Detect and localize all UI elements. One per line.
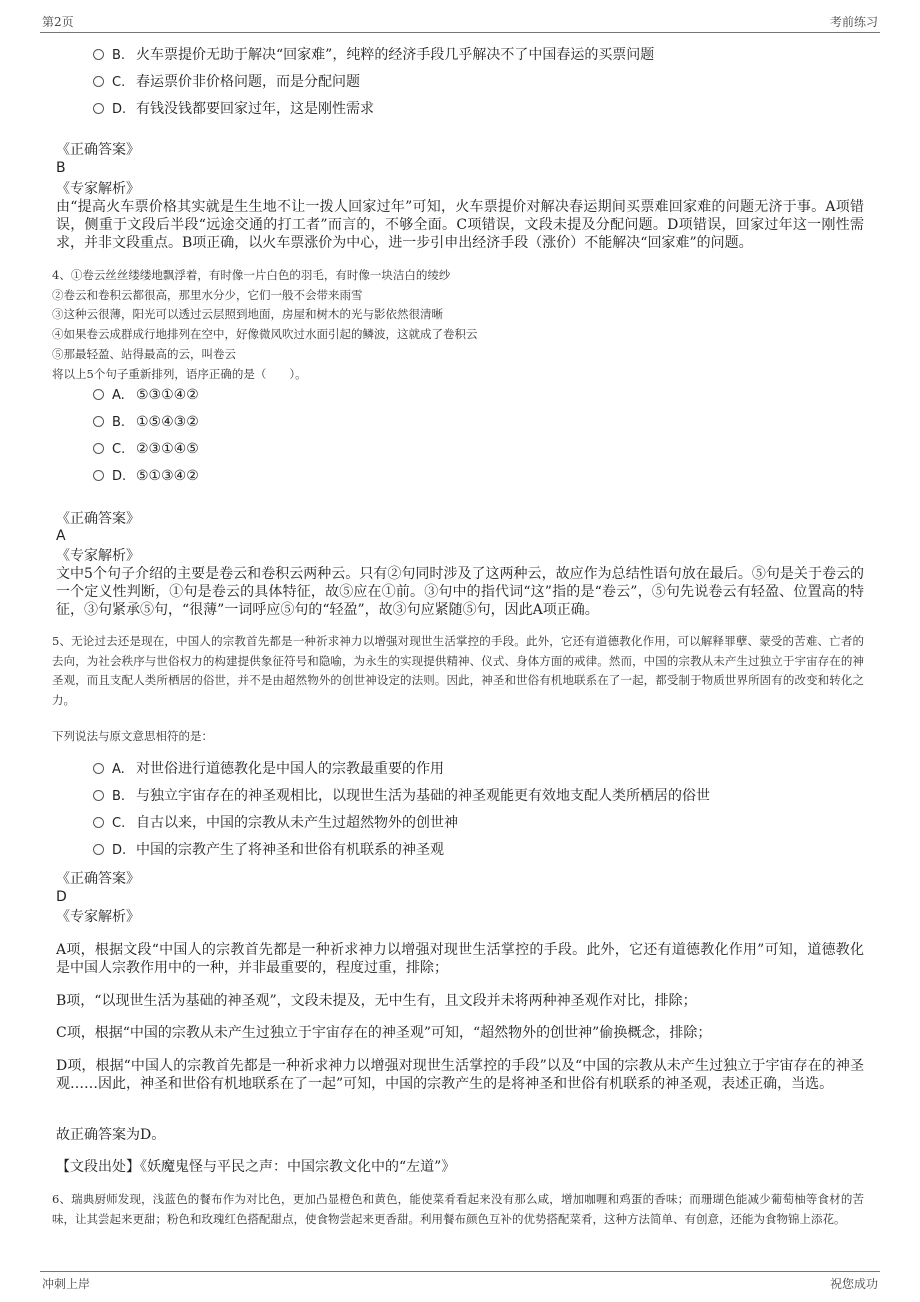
radio-icon[interactable] — [93, 763, 104, 774]
footer-right: 祝您成功 — [829, 1277, 878, 1291]
page-header — [40, 10, 880, 33]
header-title: 考前练习 — [829, 15, 878, 29]
q4-option-a[interactable]: A. ⑤③①④② — [93, 384, 199, 406]
q3-analysis: 由“提高火车票价格其实就是生生地不让一拨人回家过年”可知，火车票提价对解决春运期间买票难回家难的问题无济于事。A项错误，侧重于文段后半段“远途交通的打工者”而言的，不够全面。C项错误，文段未提及分配问题。D项错误，回家过年这一刚性需求，并非文段重点。B项正确，以火车票涨价为中心，进一步引申出经济手段（涨价）不能解决“回家难”的问题。 — [56, 199, 864, 251]
radio-icon[interactable] — [93, 76, 104, 87]
page-footer — [40, 1271, 880, 1290]
q5-source: 【文段出处】《妖魔鬼怪与平民之声：中国宗教文化中的“左道”》 — [56, 1159, 456, 1175]
radio-icon[interactable] — [93, 49, 104, 60]
radio-icon[interactable] — [93, 844, 104, 855]
q5-conclusion: 故正确答案为D。 — [56, 1127, 166, 1143]
radio-icon[interactable] — [93, 416, 104, 427]
q4-sentence-5: ⑤那最轻盈、站得最高的云，叫卷云 — [52, 347, 236, 361]
q3-option-d[interactable]: D. 有钱没钱都要回家过年，这是刚性需求 — [93, 98, 374, 120]
q5-option-c[interactable]: C. 自古以来，中国的宗教从未产生过超然物外的创世神 — [93, 812, 458, 834]
q4-analysis-heading: 《专家解析》 — [56, 548, 140, 564]
radio-icon[interactable] — [93, 103, 104, 114]
q5-option-b[interactable]: B. 与独立宇宙存在的神圣观相比，以现世生活为基础的神圣观能更有效地支配人类所栖居的俗世 — [93, 785, 710, 807]
q5-analysis-a: A项，根据文段“中国人的宗教首先都是一种祈求神力以增强对现世生活掌控的手段。此外，它还有道德教化作用”可知，道德教化是中国人宗教作用中的一种，并非最重要的，程度过重，排除； — [56, 942, 864, 976]
q5-answer: D — [56, 889, 67, 905]
q3-analysis-heading: 《专家解析》 — [56, 181, 140, 197]
q5-analysis-heading: 《专家解析》 — [56, 909, 140, 925]
q5-option-a[interactable]: A. 对世俗进行道德教化是中国人的宗教最重要的作用 — [93, 758, 444, 780]
q4-answer-heading: 《正确答案》 — [56, 511, 140, 527]
footer-left: 冲刺上岸 — [42, 1277, 91, 1291]
radio-icon[interactable] — [93, 790, 104, 801]
q3-answer-heading: 《正确答案》 — [56, 142, 140, 158]
q4-analysis: 文中5个句子介绍的主要是卷云和卷积云两种云。只有②句同时涉及了这两种云，故应作为总结性语句放在最后。⑤句是关于卷云的一个定义性判断，①句是卷云的具体特征，故⑤应在①前。③句中的指代词“这”指的是“卷云”，⑤句先说卷云有轻盈、位置高的特征，③句紧承⑤句，“很薄”一词呼应⑤句的“轻盈”，故③句应紧随⑤句，因此A项正确。 — [56, 566, 864, 618]
radio-icon[interactable] — [93, 389, 104, 400]
q4-answer: A — [56, 528, 66, 544]
q4-option-b[interactable]: B. ①⑤④③② — [93, 411, 199, 433]
q5-passage: 5、无论过去还是现在，中国人的宗教首先都是一种祈求神力以增强对现世生活掌控的手段。此外，它还有道德教化作用，可以解释罪孽、蒙受的苦难、亡者的去向，为社会秩序与世俗权力的构建提供象征符号和隐喻，为永生的实现提供精神、仪式、身体方面的戒律。然而，中国的宗教从未产生过独立于宇宙存在的神圣观，而且支配人类所栖居的俗世，并不是由超然物外的创世神设定的法则。因此，神圣和世俗有机地联系在了一起，都受制于物质世界所固有的改变和转化之力。 — [52, 634, 864, 707]
q4-sentence-1: 4、①卷云丝丝缕缕地飘浮着，有时像一片白色的羽毛，有时像一块洁白的绫纱 — [52, 268, 451, 282]
q5-option-d[interactable]: D. 中国的宗教产生了将神圣和世俗有机联系的神圣观 — [93, 839, 444, 861]
q3-option-c[interactable]: C. 春运票价非价格问题，而是分配问题 — [93, 71, 360, 93]
q6-passage: 6、瑞典厨师发现，浅蓝色的餐布作为对比色，更加凸显橙色和黄色，能使菜肴看起来没有那么咸，增加咖喱和鸡蛋的香味；而珊瑚色能减少葡萄柚等食材的苦味，让其尝起来更甜；粉色和玫瑰红色搭配甜点，使食物尝起来更香甜。利用餐布颜色互补的优势搭配菜肴，这种方法简单、有创意，还能为食物锦上添花。 — [52, 1192, 864, 1226]
radio-icon[interactable] — [93, 817, 104, 828]
q5-analysis-b: B项，“以现世生活为基础的神圣观”，文段未提及，无中生有，且文段并未将两种神圣观作对比，排除； — [56, 993, 697, 1009]
q3-answer: B — [56, 160, 66, 176]
page-number: 第2页 — [42, 15, 74, 29]
q4-sentence-4: ④如果卷云成群成行地排列在空中，好像微风吹过水面引起的鳞波，这就成了卷积云 — [52, 327, 478, 341]
q5-answer-heading: 《正确答案》 — [56, 871, 140, 887]
q4-option-d[interactable]: D. ⑤①③④② — [93, 465, 199, 487]
q5-prompt: 下列说法与原文意思相符的是： — [52, 729, 213, 743]
q5-analysis-d: D项，根据“中国人的宗教首先都是一种祈求神力以增强对现世生活掌控的手段”以及“中国的宗教从未产生过独立于宇宙存在的神圣观……因此，神圣和世俗有机地联系在了一起”可知，中国的宗教产生的是将神圣和世俗有机联系的神圣观，表述正确，当选。 — [56, 1058, 864, 1092]
q3-option-b[interactable]: B. 火车票提价无助于解决“回家难”，纯粹的经济手段几乎解决不了中国春运的买票问题 — [93, 44, 654, 66]
radio-icon[interactable] — [93, 470, 104, 481]
radio-icon[interactable] — [93, 443, 104, 454]
q4-option-c[interactable]: C. ②③①④⑤ — [93, 438, 199, 460]
q4-prompt: 将以上5个句子重新排列，语序正确的是（ ）。 — [52, 367, 307, 381]
q4-sentence-3: ③这种云很薄，阳光可以透过云层照到地面，房屋和树木的光与影依然很清晰 — [52, 307, 443, 321]
q4-sentence-2: ②卷云和卷积云都很高，那里水分少，它们一般不会带来雨雪 — [52, 288, 363, 302]
q5-analysis-c: C项，根据“中国的宗教从未产生过独立于宇宙存在的神圣观”可知，“超然物外的创世神”偷换概念，排除； — [56, 1025, 712, 1041]
